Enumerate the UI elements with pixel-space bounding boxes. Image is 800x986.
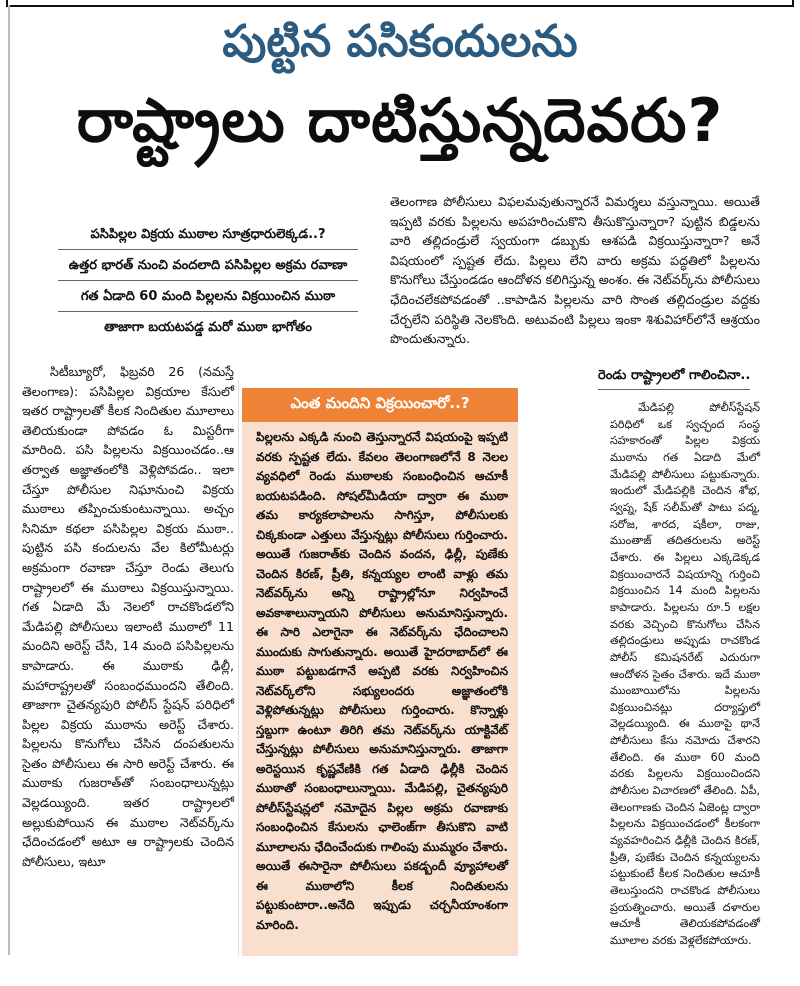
top-frame-rule [6, 0, 794, 7]
article-column-left [22, 362, 234, 871]
article-column-right [610, 400, 760, 950]
paragraph: మేడిపల్లి పోలీస్‌స్టేషన్ పరిధిలో ఒక స్వచ్ఛంద సంస్థ సహకారంతో పిల్లల విక్రయ ముఠాను గత ఏడాది మేలో మేడిపల్లి పోలీసులు పట్టుకున్నారు. ఇందులో మేడిపల్లికి చెందిన శోభ, స్వప్న, షేక్ సలీమ్‌తో పాటు పద్మ, సరోజ, శారద, షకీలా, రాజు, ముంతాజ్ తదితరులను అరెస్ట్ చేశారు. ఈ పిల్లలు ఎక్కడెక్కడ విక్రయించారనే విషయాన్ని గుర్తించి విక్రయించిన 14 మంది పిల్లలను కాపాడారు. పిల్లలను రూ.5 లక్షల వరకు వెచ్చించి కొనుగోలు చేసిన తల్లిదండ్రులు అప్పుడు రాచకొండ పోలీస్ కమిషనరేట్ ఎదురుగా ఆందోళన సైతం చేశారు. ఇదే ముఠా ముంబాయిలోను పిల్లలను విక్రయించినట్లు దర్యాప్తులో వెల్లడయ్యింది. ఈ ముఠాపై థానే పోలీసులు కేసు నమోదు చేశారని తేలింది. ఈ ముఠా 60 మంది వరకు పిల్లలను విక్రయించిందని పోలీసుల విచారణలో తేలింది. ఏపీ, తెలంగాణకు చెందిన ఏజెంట్ల ద్వారా పిల్లలను విక్రయించడంలో కీలకంగా వ్యవహరించిన ఢిల్లీకి చెందిన కిరణ్, ప్రీతి, పుణేకు చెందిన కన్నయ్యలను పట్టుకుంటే కీలక నిందితుల ఆచూకీ తెలుస్తుందని రాచకొండ పోలీసులు ప్రయత్నించారు. అయితే దళారుల ఆచూకీ తెలియకపోవడంతో మూలాల వరకు వెళ్లలేకపోయారు. [610, 401, 760, 947]
sidebar-box-title: ఎంత మందిని విక్రయించారో..? [242, 388, 518, 422]
column-divider [238, 380, 239, 956]
headline-line-1: పుట్టిన పసికందులను [222, 16, 578, 67]
headline-line-2: రాష్ట్రాలు దాటిస్తున్నదెవరు? [76, 86, 724, 156]
deck-line-3: గత ఏడాది 60 మంది పిల్లలను విక్రయించిన ముఠా [58, 285, 358, 312]
deck-line-4: తాజాగా బయటపడ్డ మరో ముఠా భాగోతం [104, 320, 312, 335]
paragraph: పిల్లలను ఎక్కడి నుంచి తెస్తున్నారనే విషయంపై ఇప్పటి వరకు స్పష్టత లేదు. కేవలం తెలంగాణలోనే 8 నెలల వ్యవధిలో రెండు ముఠాలకు సంబంధించిన ఆచూకీ బయటపడింది. సోషల్‌మీడియా ద్వారా ఈ ముఠా తమ కార్యకలాపాలను సాగిస్తూ, పోలీసులకు చిక్కకుండా ఎత్తులు వేస్తున్నట్లు పోలీసులు గుర్తించారు. అయితే గుజరాత్‌కు చెందిన వందన, ఢిల్లీ, పుణేకు చెందిన కిరణ్, ప్రీతి, కన్నయ్యల లాంటి వాళ్లు తమ నెట్‌వర్క్‌ను అన్ని రాష్ట్రాల్లోనూ నిర్వహించే అవకాశాలున్నాయని పోలీసులు అనుమానిస్తున్నారు. ఈ సారి ఎలాగైనా ఈ నెట్‌వర్క్‌ను ఛేదించాలని ముందుకు సాగుతున్నారు. అయితే హైదరాబాద్‌లో ఈ ముఠా పట్టుబడగానే అప్పటి వరకు నిర్వహించిన నెట్‌వర్క్‌లోని సభ్యులందరు అజ్ఞాతంలోకి వెళ్లిపోతున్నట్లు పోలీసులు గుర్తించారు. కొన్నాళ్లు స్తబ్దుగా ఉంటూ తిరిగి తమ నెట్‌వర్క్‌ను యాక్టివేట్ చేస్తున్నట్లు పోలీసులు అనుమానిస్తున్నారు. తాజాగా అరెస్టయిన కృష్ణవేణికి గత ఏడాది ఢిల్లీకి చెందిన ముఠాతో సంబంధాలున్నాయి. మేడిపల్లి, చైతన్యపురి పోలీస్‌స్టేషన్లలో నమోదైన పిల్లల అక్రమ రవాణాకు సంబంధించిన కేసులను ఛాలెంజ్‌గా తీసుకొని వాటి మూలాలను ఛేదించేందుకు గాలింపు ముమ్మరం చేశారు. అయితే ఈసారైనా పోలీసులు పకడ్బందీ వ్యూహాలతో ఈ ముఠాలోని కీలక నిందితులను పట్టుకుంటారా..అనేది ఇప్పుడు చర్చనీయాంశంగా మారింది. [256, 430, 508, 932]
deck-line-1: పసిపిల్లల విక్రయ ముఠాల సూత్రధారులెక్కడ..? [58, 223, 358, 250]
sidebar-box-body [242, 422, 518, 935]
article-column-right-top [390, 192, 760, 349]
deck-line-2: ఉత్తర భారత్ నుంచి వందలాది పసిపిల్లల అక్రమ రవాణా [58, 254, 358, 281]
paragraph: సిటీబ్యూరో, ఫిబ్రవరి 26 (నమస్తే తెలంగాణ): పసిపిల్లల విక్రయాల కేసులో ఇతర రాష్ట్రాలతో కీలక నిందితుల మూలాలు తెలియకుండా పోవడం ఓ మిస్టరీగా మారింది. పసి పిల్లలను విక్రయించడం..ఆ తర్వాత అజ్ఞాతంలోకి వెళ్లిపోవడం.. ఇలా చేస్తూ పోలీసుల నిఘానుంచి విక్రయ ముఠాలు తప్పించుకుంటున్నాయి. అచ్చం సినిమా కథలా పసిపిల్లల విక్రయ ముఠా.. పుట్టిన పసి కందులను వేల కిలోమీటర్లు అక్రమంగా రవాణా చేస్తూ రెండు తెలుగు రాష్ట్రాలలో ఈ ముఠాలు విక్రయిస్తున్నాయి. గత ఏడాది మే నెలలో రాచకొండలోని మేడిపల్లి పోలీసులు ఇలాంటి ముఠాలో 11 మందిని అరెస్ట్ చేసి, 14 మంది పసిపిల్లలను కాపాడారు. ఈ ముఠాకు ఢిల్లీ, మహారాష్ట్రలతో సంబంధముందని తేలింది. తాజాగా చైతన్యపురి పోలీస్ స్టేషన్ పరిధిలో పిల్లల విక్రయ ముఠాను అరెస్ట్ చేశారు. పిల్లలను కొనుగోలు చేసిన దంపతులను సైతం పోలీసులు ఈ సారి అరెస్ట్ చేశారు. ఈ ముఠాకు గుజరాత్‌తో సంబంధాలున్నట్లు వెల్లడయ్యింది. ఇతర రాష్ట్రాలలో అల్లుకుపోయిన ఈ ముఠాల నెట్‌వర్క్‌ను ఛేదించడంలో అటూ ఆ రాష్ట్రాలకు చెందిన పోలీసులు, ఇటూ [22, 364, 234, 869]
subheading: రెండు రాష్ట్రాలలో గాలించినా.. [598, 368, 750, 390]
sidebar-box [242, 388, 518, 956]
paragraph: తెలంగాణ పోలీసులు విఫలమవుతున్నారనే విమర్శలు వస్తున్నాయి. అయితే ఇప్పటి వరకు పిల్లలను అపహరించుకొని తీసుకొస్తున్నారా? పుట్టిన బిడ్డలను వారి తల్లిదండ్రులే స్వయంగా డబ్బుకు ఆశపడి విక్రయిస్తున్నారా? అనే విషయంలో స్పష్టత లేదు. పిల్లలు లేని వారు అక్రమ పద్ధతిలో పిల్లలను కొనుగోలు చేస్తుండడం ఆందోళన కలిగిస్తున్న అంశం. ఈ నెట్‌వర్క్‌ను పోలీసులు ఛేదించలేకపోవడంతో ..కాపాడిన పిల్లలను వారి సొంత తల్లిదండ్రుల వద్దకు చేర్చలేని పరిస్థితి నెలకొంది. అటువంటి పిల్లలు ఇంకా శిశువిహార్‌లోనే ఆశ్రయం పొందుతున్నారు. [390, 194, 760, 347]
